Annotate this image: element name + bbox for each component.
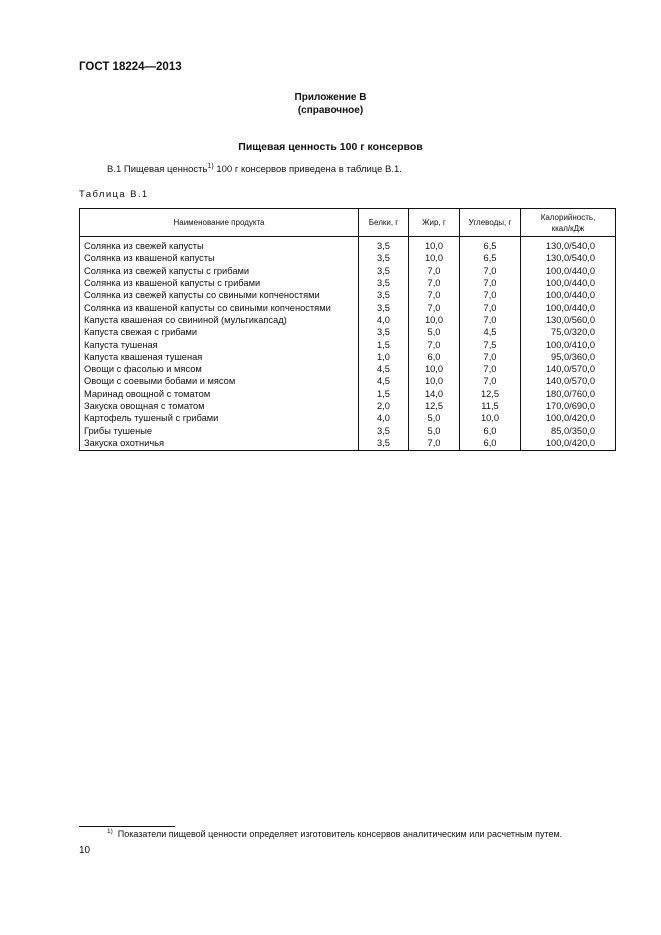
header-carbs: Углеводы, г (460, 209, 521, 237)
cell-fat: 7,0 (409, 265, 460, 277)
cell-product-name: Солянка из свежей капусты с грибами (80, 265, 359, 277)
cell-fat: 7,0 (409, 301, 460, 313)
cell-calories: 100,0/440,0 (521, 301, 616, 313)
cell-protein: 4,0 (359, 314, 409, 326)
cell-carbs: 6,5 (460, 252, 521, 264)
table-row (80, 375, 616, 387)
cell-product-name: Закуска охотничья (80, 437, 359, 451)
table-row (80, 437, 616, 451)
cell-calories: 85,0/350,0 (521, 424, 616, 436)
appendix-heading (0, 91, 661, 117)
cell-product-name: Солянка из свежей капусты со свиными копченостями (80, 289, 359, 301)
cell-protein: 2,0 (359, 400, 409, 412)
header-protein: Белки, г (359, 209, 409, 237)
cell-protein: 4,5 (359, 363, 409, 375)
footnote-mark: 1) (107, 828, 113, 835)
page-number: 10 (79, 845, 91, 856)
cell-calories: 180,0/760,0 (521, 388, 616, 400)
cell-product-name: Солянка из квашеной капусты с грибами (80, 277, 359, 289)
cell-fat: 12,5 (409, 400, 460, 412)
header-product-name: Наименование продукта (80, 209, 359, 237)
cell-fat: 7,0 (409, 289, 460, 301)
table-row (80, 252, 616, 264)
cell-calories: 95,0/360,0 (521, 351, 616, 363)
cell-carbs: 7,5 (460, 338, 521, 350)
intro-prefix: В.1 Пищевая ценность (107, 164, 208, 175)
cell-carbs: 7,0 (460, 289, 521, 301)
cell-product-name: Овощи с соевыми бобами и мясом (80, 375, 359, 387)
cell-carbs: 7,0 (460, 375, 521, 387)
table-row (80, 338, 616, 350)
cell-fat: 7,0 (409, 338, 460, 350)
header-calories (521, 209, 616, 237)
cell-protein: 3,5 (359, 277, 409, 289)
cell-protein: 4,0 (359, 412, 409, 424)
header-calories-line2: ккал/кДж (551, 223, 585, 233)
cell-carbs: 7,0 (460, 351, 521, 363)
cell-calories: 100,0/440,0 (521, 289, 616, 301)
cell-carbs: 7,0 (460, 265, 521, 277)
cell-protein: 3,5 (359, 326, 409, 338)
cell-calories: 170,0/690,0 (521, 400, 616, 412)
cell-product-name: Капуста тушеная (80, 338, 359, 350)
cell-product-name: Солянка из квашеной капусты со свиными копченостями (80, 301, 359, 313)
table-row (80, 388, 616, 400)
table-row (80, 301, 616, 313)
table-row (80, 400, 616, 412)
cell-protein: 3,5 (359, 289, 409, 301)
cell-calories: 100,0/410,0 (521, 338, 616, 350)
table-row (80, 265, 616, 277)
cell-product-name: Закуска овощная с томатом (80, 400, 359, 412)
cell-fat: 7,0 (409, 277, 460, 289)
cell-carbs: 7,0 (460, 301, 521, 313)
appendix-subtitle: (справочное) (297, 105, 364, 116)
cell-fat: 6,0 (409, 351, 460, 363)
intro-footnote-mark: 1) (207, 163, 214, 170)
table-row (80, 412, 616, 424)
cell-carbs: 6,5 (460, 237, 521, 253)
section-title: Пищевая ценность 100 г консервов (238, 141, 423, 153)
cell-fat: 14,0 (409, 388, 460, 400)
header-fat: Жир, г (409, 209, 460, 237)
cell-fat: 10,0 (409, 314, 460, 326)
cell-calories: 100,0/440,0 (521, 265, 616, 277)
table-row (80, 351, 616, 363)
table-header-row (80, 209, 616, 237)
cell-protein: 3,5 (359, 301, 409, 313)
cell-product-name: Капуста квашеная тушеная (80, 351, 359, 363)
footnote (107, 829, 562, 839)
cell-calories: 100,0/420,0 (521, 437, 616, 451)
cell-carbs: 6,0 (460, 437, 521, 451)
cell-calories: 130,0/560,0 (521, 314, 616, 326)
cell-protein: 4,5 (359, 375, 409, 387)
cell-calories: 130,0/540,0 (521, 252, 616, 264)
cell-protein: 1,5 (359, 388, 409, 400)
header-calories-line1: Калорийность, (540, 212, 596, 222)
appendix-title: Приложение В (294, 92, 367, 103)
cell-carbs: 7,0 (460, 363, 521, 375)
table-row (80, 424, 616, 436)
cell-calories: 75,0/320,0 (521, 326, 616, 338)
cell-fat: 10,0 (409, 252, 460, 264)
cell-product-name: Капуста свежая с грибами (80, 326, 359, 338)
cell-calories: 100,0/440,0 (521, 277, 616, 289)
intro-paragraph (107, 164, 402, 175)
cell-product-name: Овощи с фасолью и мясом (80, 363, 359, 375)
footnote-text: Показатели пищевой ценности определяет изготовитель консервов аналитическим или расчетным путем. (112, 829, 563, 839)
table-row (80, 314, 616, 326)
cell-carbs: 7,0 (460, 277, 521, 289)
cell-fat: 5,0 (409, 412, 460, 424)
cell-carbs: 12,5 (460, 388, 521, 400)
cell-carbs: 4,5 (460, 326, 521, 338)
cell-fat: 7,0 (409, 437, 460, 451)
cell-product-name: Капуста квашеная со свининой (мульгикапсад) (80, 314, 359, 326)
cell-protein: 3,5 (359, 424, 409, 436)
table-row (80, 326, 616, 338)
footnote-divider (79, 826, 175, 827)
cell-fat: 10,0 (409, 237, 460, 253)
cell-protein: 3,5 (359, 265, 409, 277)
table-row (80, 277, 616, 289)
cell-calories: 140,0/570,0 (521, 375, 616, 387)
cell-carbs: 11,5 (460, 400, 521, 412)
cell-fat: 10,0 (409, 375, 460, 387)
cell-carbs: 7,0 (460, 314, 521, 326)
cell-protein: 1,5 (359, 338, 409, 350)
table-label: Таблица В.1 (79, 189, 149, 200)
cell-protein: 3,5 (359, 237, 409, 253)
cell-carbs: 10,0 (460, 412, 521, 424)
intro-suffix: 100 г консервов приведена в таблице В.1. (213, 164, 402, 175)
document-code: ГОСТ 18224—2013 (79, 61, 182, 73)
cell-fat: 5,0 (409, 326, 460, 338)
table-row (80, 289, 616, 301)
cell-product-name: Солянка из квашеной капусты (80, 252, 359, 264)
cell-protein: 1,0 (359, 351, 409, 363)
cell-product-name: Солянка из свежей капусты (80, 237, 359, 253)
cell-calories: 140,0/570,0 (521, 363, 616, 375)
cell-fat: 5,0 (409, 424, 460, 436)
cell-product-name: Картофель тушеный с грибами (80, 412, 359, 424)
cell-carbs: 6,0 (460, 424, 521, 436)
table-row (80, 363, 616, 375)
cell-product-name: Маринад овощной с томатом (80, 388, 359, 400)
cell-protein: 3,5 (359, 252, 409, 264)
table-row (80, 237, 616, 253)
cell-fat: 10,0 (409, 363, 460, 375)
cell-calories: 100,0/420,0 (521, 412, 616, 424)
nutrition-table (79, 208, 616, 451)
cell-product-name: Грибы тушеные (80, 424, 359, 436)
cell-protein: 3,5 (359, 437, 409, 451)
cell-calories: 130,0/540,0 (521, 237, 616, 253)
